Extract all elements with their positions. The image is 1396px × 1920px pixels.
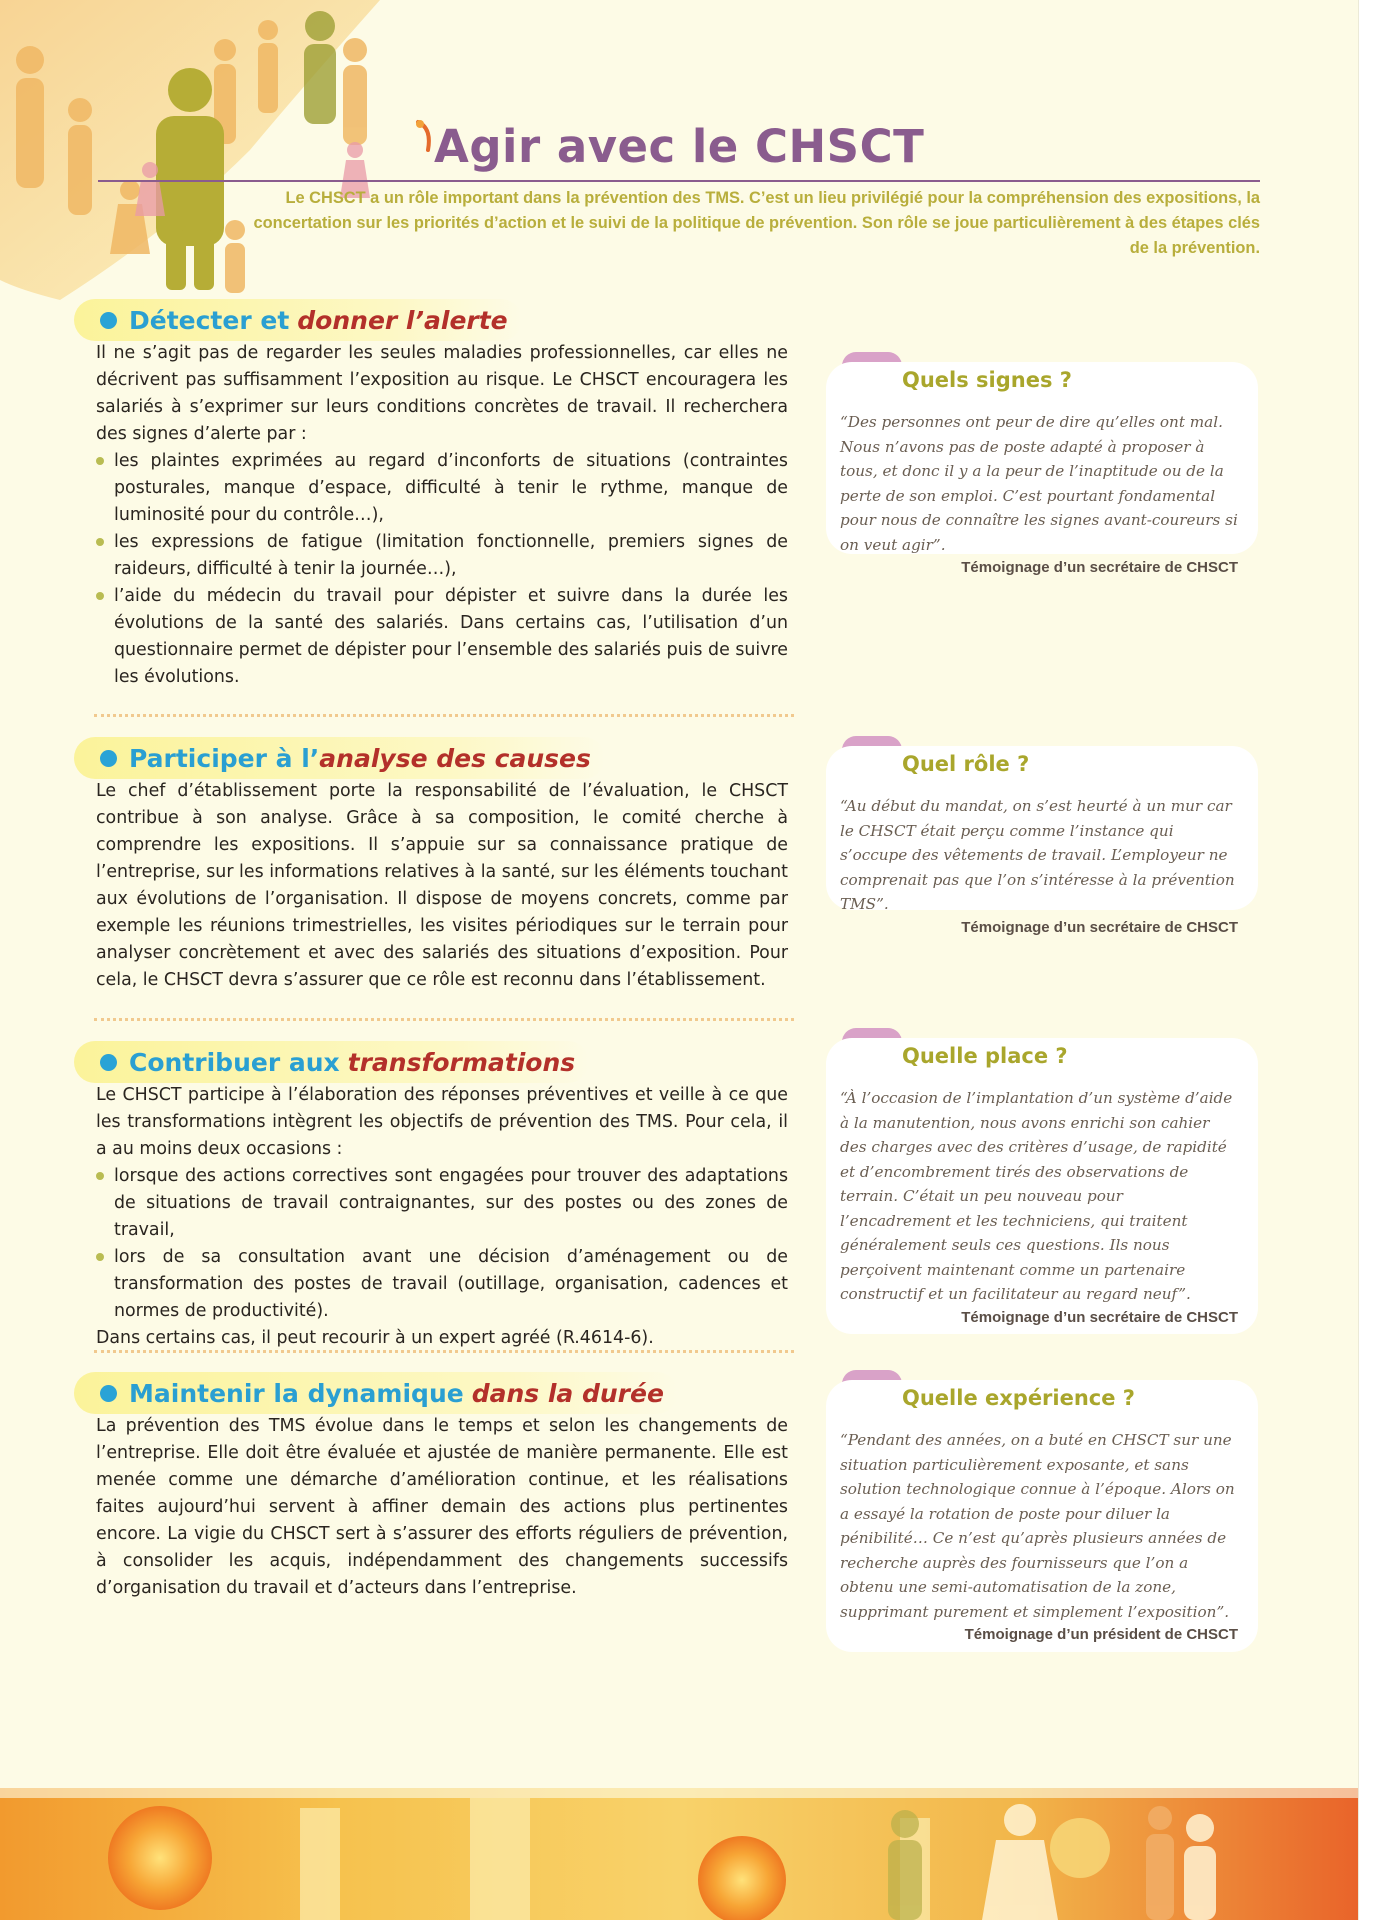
section-divider xyxy=(94,1018,794,1021)
bullet-icon xyxy=(96,1253,104,1261)
bullet-list xyxy=(96,1163,788,1325)
list-item xyxy=(96,448,788,529)
page-title: Agir avec le CHSCT xyxy=(434,120,925,173)
list-item xyxy=(96,529,788,583)
section-title-plain: Participer à l’ xyxy=(129,743,320,773)
intro-text: Le CHSCT a un rôle important dans la prévention des TMS. C’est un lieu privilégié pour la compréhension des expositions, la concertation sur les priorités d’action et le suivi de la politique de prévention. Son rôle se joue particulièrement à des étapes clés de la prévention. xyxy=(253,189,1260,257)
testimonial-quote: “Pendant des années, on a buté en CHSCT sur une situation particulièrement exposante, et sans solution technologique connue à l’époque. Alors on a essayé la rotation de poste pour diluer la pénibilité… Ce n’est qu’après plusieurs années de recherche auprès des fournisseurs que l’on a obtenu une semi-automatisation de la zone, supprimant purement et simplement l’exposition”. xyxy=(840,1431,1235,1621)
testimonial-box xyxy=(826,746,1258,936)
section-title-dynamique xyxy=(74,1372,678,1414)
section-title-accent: donner l’alerte xyxy=(297,305,508,335)
testimonial-quote: “À l’occasion de l’implantation d’un système d’aide à la manutention, nous avons enrichi son cahier des charges avec des critères d’usage, de rapidité et d’encombrement tirés des observations de terrain. C’était un peu nouveau pour l’encadrement et les techniciens, qui traitent généralement seuls ces questions. Ils nous perçoivent maintenant comme un partenaire constructif et un facilitateur au regard neuf”. xyxy=(840,1089,1233,1303)
testimonial-box xyxy=(826,1380,1258,1652)
bullet-icon xyxy=(96,592,104,600)
bullet-list xyxy=(96,448,788,691)
section-body-analyse xyxy=(96,778,788,994)
list-item xyxy=(96,1163,788,1244)
list-item-text: les plaintes exprimées au regard d’inconforts de situations (contraintes posturales, manque d’espace, difficulté à tenir le rythme, manque de luminosité pour du contrôle…), xyxy=(114,451,788,525)
section-paragraph: Il ne s’agit pas de regarder les seules maladies professionnelles, car elles ne décrivent pas suffisamment l’exposition au risque. Le CHSCT encouragera les salariés à s’exprimer sur leurs conditions concrètes de travail. Il recherchera des signes d’alerte par : xyxy=(96,343,788,444)
section-paragraph: Le chef d’établissement porte la responsabilité de l’évaluation, le CHSCT contribue à son analyse. Grâce à sa composition, le comité cherche à comprendre les expositions. Il s’appuie sur sa connaissance pratique de l’entreprise, sur les informations relatives à la santé, sur les éléments touchant aux évolutions de l’organisation. Il dispose de moyens concrets, comme par exemple les réunions trimestrielles, les visites périodiques sur le terrain pour analyser concrètement et avec des salariés des situations d’exposition. Pour cela, le CHSCT devra s’assurer que ce rôle est reconnu dans l’établissement. xyxy=(96,781,788,990)
bullet-icon xyxy=(96,538,104,546)
title-accent-mark xyxy=(414,118,436,154)
list-item-text: l’aide du médecin du travail pour dépister et suivre dans la durée les évolutions de la santé des salariés. Dans certains cas, l’utilisation d’un questionnaire permet de dépister pour l’ensemble des salariés puis de suivre les évolutions. xyxy=(114,586,788,687)
footer-illustration xyxy=(0,1788,1358,1920)
testimonial-source: Témoignage d’un secrétaire de CHSCT xyxy=(961,1308,1238,1326)
list-item-text: lorsque des actions correctives sont engagées pour trouver des adaptations de situations de travail contraignantes, sur des postes ou des zones de travail, xyxy=(114,1166,788,1240)
section-title-accent: analyse des causes xyxy=(319,743,591,773)
bullet-icon xyxy=(96,1172,104,1180)
testimonial-heading: Quelle place ? xyxy=(902,1044,1068,1068)
section-title-transformations xyxy=(74,1041,589,1083)
people-illustration xyxy=(0,0,420,320)
section-body-transformations xyxy=(96,1082,788,1352)
testimonial-quote: “Au début du mandat, on s’est heurté à un mur car le CHSCT était perçu comme l’instance qui s’occupe des vêtements de travail. L’employeur ne comprenait pas que l’on s’intéresse à la prévention TMS”. xyxy=(840,797,1235,913)
testimonial-source: Témoignage d’un secrétaire de CHSCT xyxy=(961,918,1238,936)
section-title-analyse xyxy=(74,737,605,779)
section-title-plain: Maintenir la dynamique xyxy=(129,1378,464,1408)
bullet-dot-icon xyxy=(100,750,117,767)
section-divider xyxy=(94,714,794,717)
page-edge xyxy=(1358,0,1396,1920)
list-item-text: lors de sa consultation avant une décision d’aménagement ou de transformation des postes de travail (outillage, organisation, cadences et normes de productivité). xyxy=(114,1247,788,1321)
testimonial-heading: Quels signes ? xyxy=(902,368,1072,392)
section-divider xyxy=(94,1350,794,1353)
section-paragraph: La prévention des TMS évolue dans le temps et selon les changements de l’entreprise. Elle doit être évaluée et ajustée de manière permanente. Elle est menée comme une démarche d’amélioration continue, et les réalisations faites aujourd’hui servent à affiner demain des actions plus pertinentes encore. La vigie du CHSCT sert à s’assurer des efforts réguliers de prévention, à consolider les acquis, indépendamment des changements successifs d’organisation du travail et d’acteurs dans l’entreprise. xyxy=(96,1416,788,1598)
title-rule xyxy=(98,180,1260,182)
section-closing: Dans certains cas, il peut recourir à un expert agréé (R.4614-6). xyxy=(96,1328,654,1348)
list-item xyxy=(96,1244,788,1325)
bullet-dot-icon xyxy=(100,1385,117,1402)
section-title-accent: dans la durée xyxy=(471,1378,664,1408)
section-title-plain: Contribuer aux xyxy=(129,1047,340,1077)
testimonial-source: Témoignage d’un président de CHSCT xyxy=(964,1626,1238,1643)
section-paragraph: Le CHSCT participe à l’élaboration des réponses préventives et veille à ce que les transformations intègrent les objectifs de prévention des TMS. Pour cela, il a au moins deux occasions : xyxy=(96,1085,788,1159)
testimonial-heading: Quelle expérience ? xyxy=(902,1386,1135,1410)
section-title-plain: Détecter et xyxy=(129,305,290,335)
testimonial-heading: Quel rôle ? xyxy=(902,752,1030,776)
testimonial-quote: “Des personnes ont peur de dire qu’elles ont mal. Nous n’avons pas de poste adapté à proposer à tous, et donc il y a la peur de l’inaptitude ou de la perte de son emploi. C’est pourtant fondamental pour nous de connaître les signes avant-coureurs si on veut agir”. xyxy=(840,413,1238,554)
section-body-dynamique xyxy=(96,1413,788,1602)
bullet-icon xyxy=(96,457,104,465)
section-title-accent: transformations xyxy=(347,1047,576,1077)
bullet-dot-icon xyxy=(100,312,117,329)
testimonial-box xyxy=(826,1038,1258,1334)
testimonial-source: Témoignage d’un secrétaire de CHSCT xyxy=(961,559,1238,576)
list-item-text: les expressions de fatigue (limitation fonctionnelle, premiers signes de raideurs, difficulté à tenir la journée…), xyxy=(114,532,788,579)
list-item xyxy=(96,583,788,691)
bullet-dot-icon xyxy=(100,1054,117,1071)
section-body-detecter xyxy=(96,340,788,691)
section-title-detecter xyxy=(74,299,522,341)
